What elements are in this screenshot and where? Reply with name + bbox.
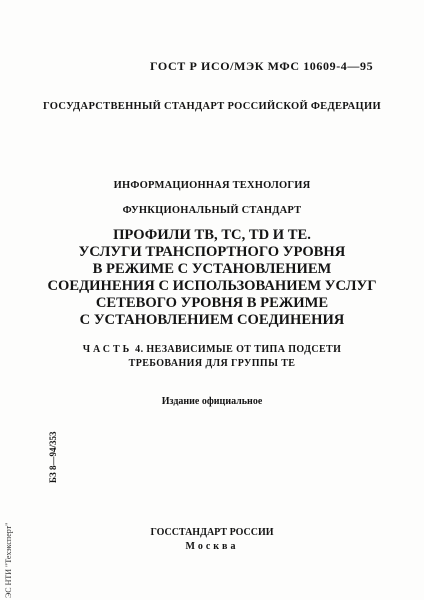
publisher-block (0, 526, 424, 554)
title-line: ПРОФИЛИ ТВ, ТС, TD И ТЕ. (113, 227, 311, 243)
state-standard-heading (0, 101, 424, 112)
standard-designation: ГОСТ Р ИСО/МЭК МФС 10609-4—95 (150, 59, 374, 73)
publisher-name: ГОССТАНДАРТ РОССИИ (150, 527, 274, 538)
state-standard-text: ГОСУДАРСТВЕННЫЙ СТАНДАРТ РОССИЙСКОЙ ФЕДЕРАЦИИ (43, 101, 381, 112)
part-word: ЧАСТЬ (82, 344, 133, 355)
edition-label: Издание официальное (161, 396, 263, 407)
part-number-title: 4. НЕЗАВИСИМЫЕ ОТ ТИПА ПОДСЕТИ (135, 344, 342, 355)
part-heading (0, 343, 424, 371)
bz-code: БЗ 8—94/353 (48, 431, 58, 483)
title-line: В РЕЖИМЕ С УСТАНОВЛЕНИЕМ (92, 261, 332, 277)
title-line: С УСТАНОВЛЕНИЕМ СОЕДИНЕНИЯ (79, 312, 345, 328)
watermark-text: ЭС НТИ "Техэксперт" (4, 522, 13, 598)
document-title (0, 227, 424, 329)
title-line: СЕТЕВОГО УРОВНЯ В РЕЖИМЕ (95, 295, 329, 311)
publisher-city: Москва (185, 541, 239, 552)
part-line-1 (0, 343, 424, 357)
standard-kind: ФУНКЦИОНАЛЬНЫЙ СТАНДАРТ (122, 205, 302, 216)
title-line: СОЕДИНЕНИЯ С ИСПОЛЬЗОВАНИЕМ УСЛУГ (47, 278, 377, 294)
part-line-2: ТРЕБОВАНИЯ ДЛЯ ГРУППЫ ТЕ (128, 358, 296, 369)
title-line: УСЛУГИ ТРАНСПОРТНОГО УРОВНЯ (78, 244, 346, 260)
series-title: ИНФОРМАЦИОННАЯ ТЕХНОЛОГИЯ (113, 180, 311, 191)
